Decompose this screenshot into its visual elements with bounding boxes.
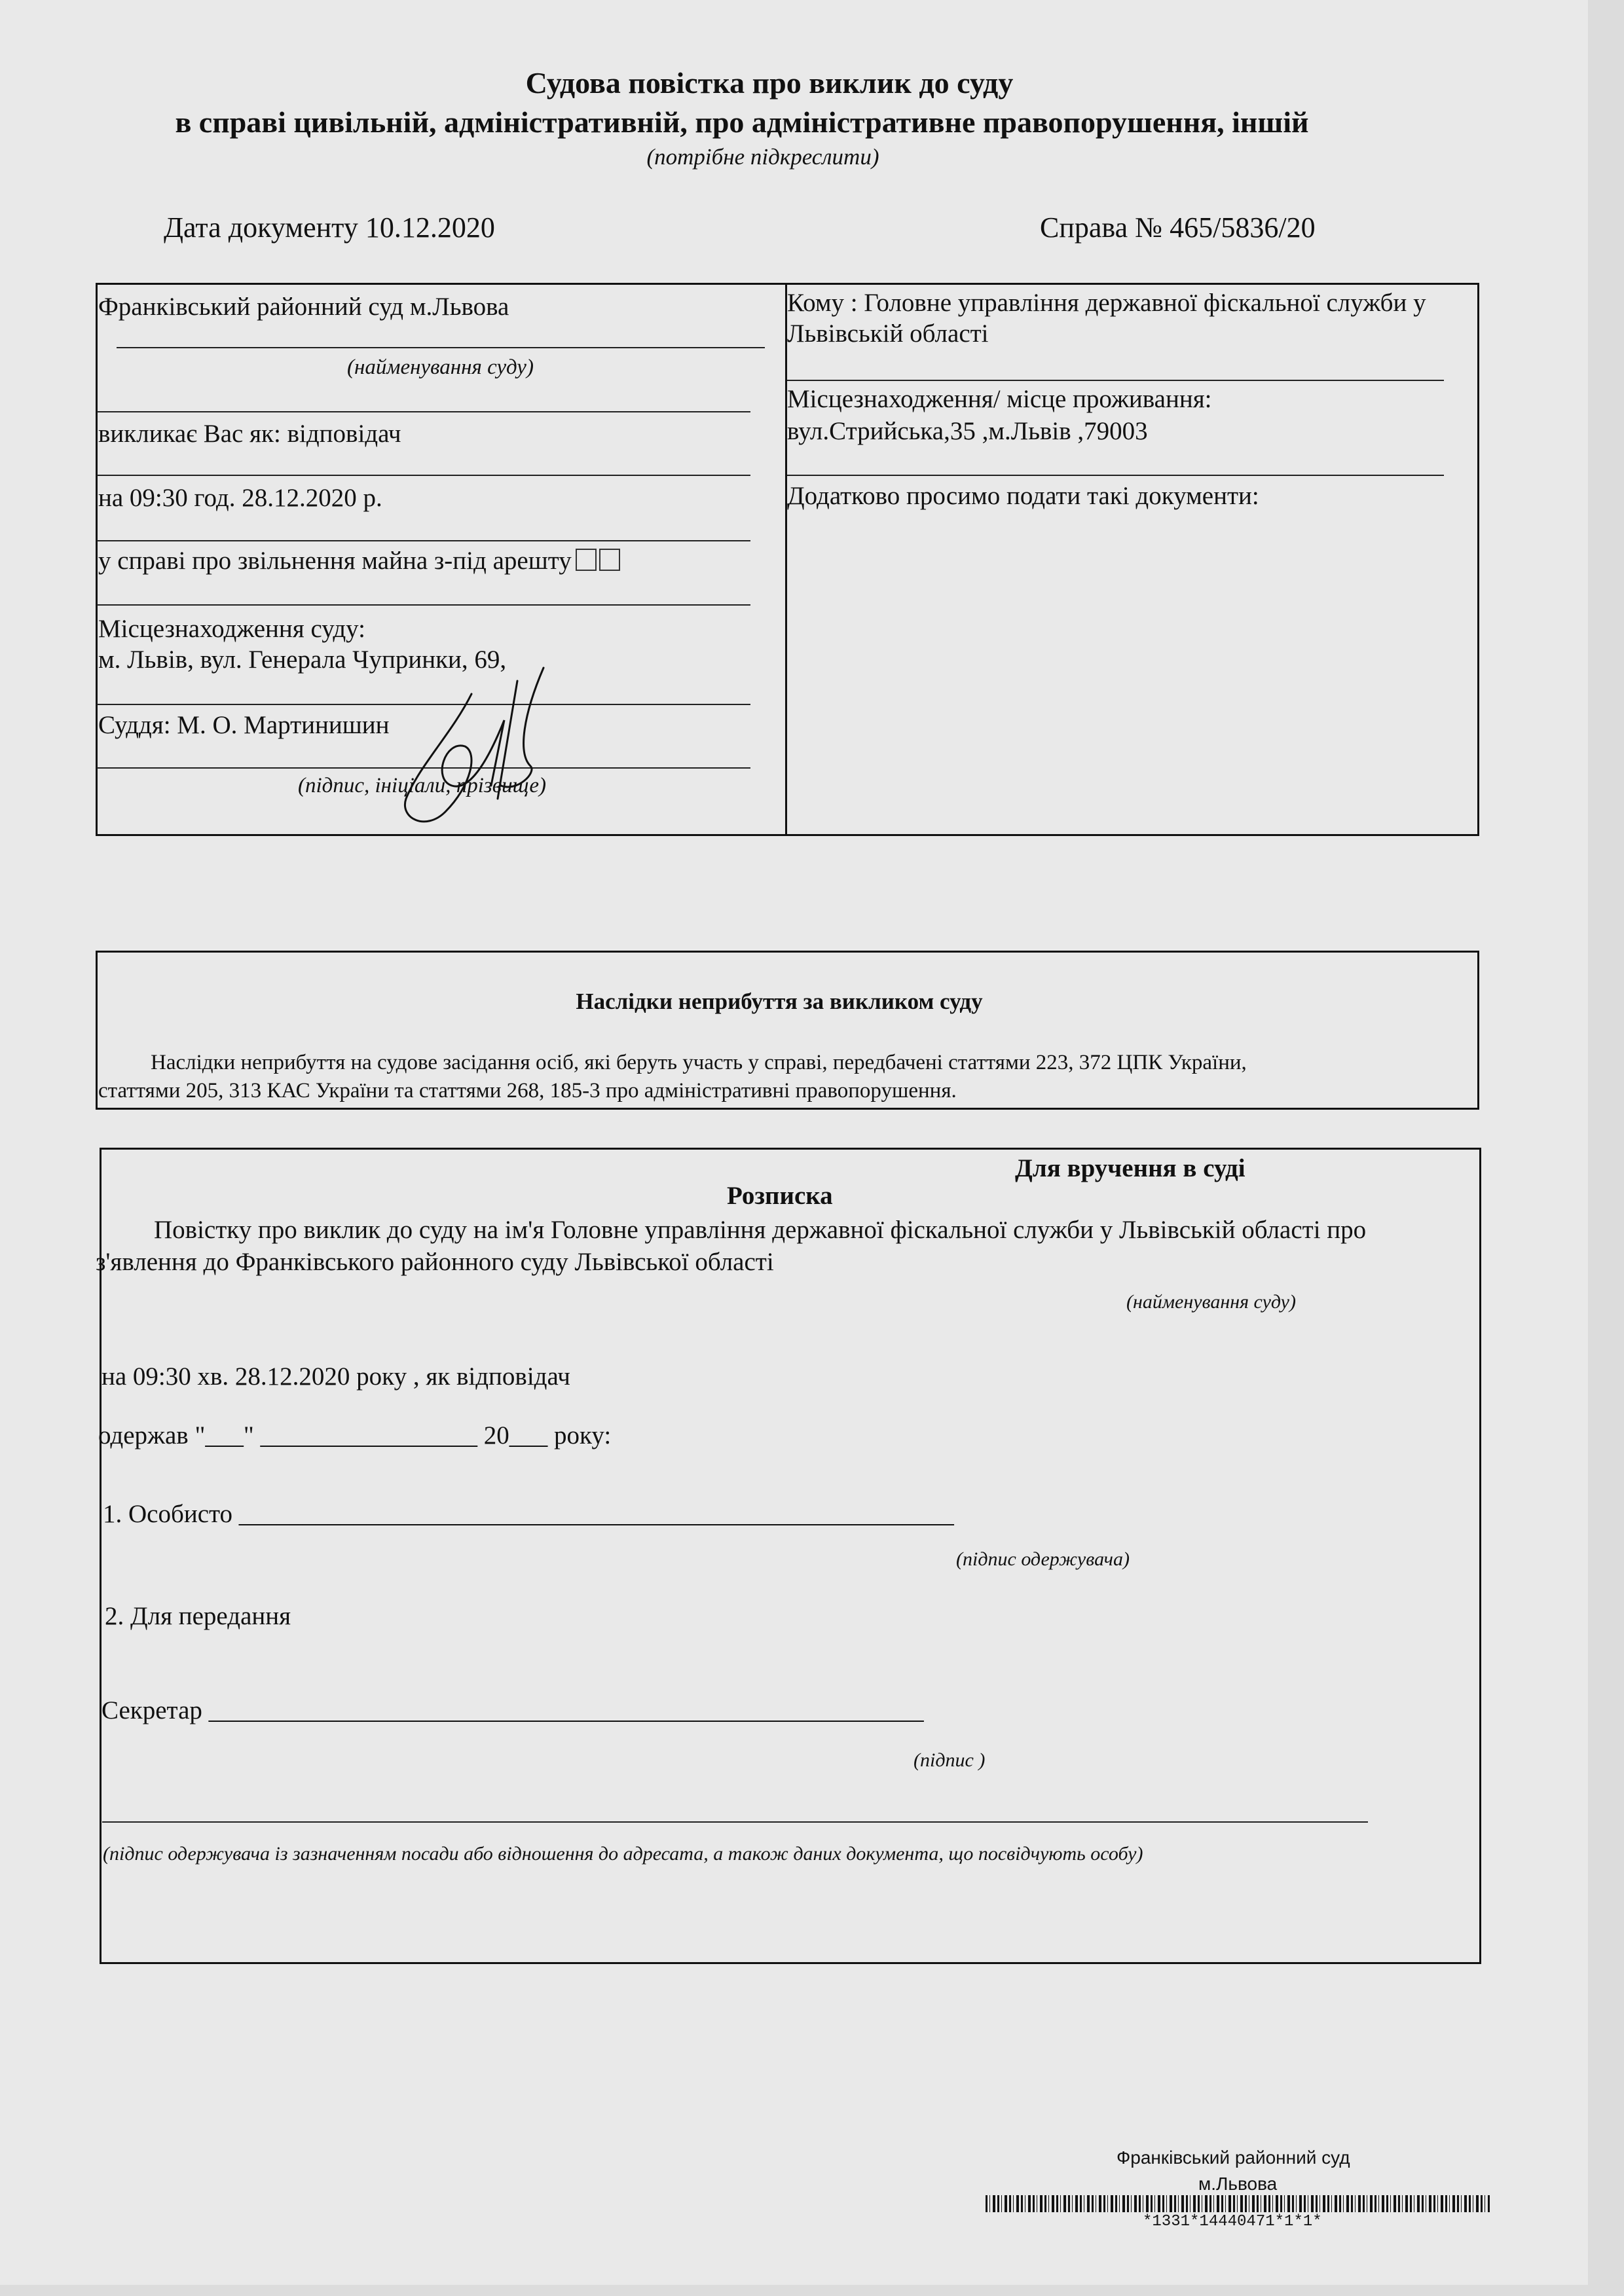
judge-signature bbox=[393, 655, 563, 838]
receipt-text-line-1: Повістку про виклик до суду на ім'я Головне управління державної фіскальної служби у Львівській області про bbox=[154, 1216, 1367, 1244]
residence-value: вул.Стрийська,35 ,м.Львів ,79003 bbox=[787, 417, 1148, 445]
divider-line bbox=[787, 380, 1444, 381]
consequences-text-line-2: статтями 205, 313 КАС України та статтями 268, 185-3 про адміністративні правопорушення. bbox=[98, 1079, 957, 1102]
secretary-signature-line: Секретар ________________________________________________________ bbox=[101, 1696, 924, 1724]
receipt-court-caption: (найменування суду) bbox=[1126, 1291, 1296, 1313]
hearing-time: на 09:30 год. 28.12.2020 р. bbox=[98, 484, 382, 512]
barcode bbox=[986, 2195, 1490, 2212]
recipient-details-underline bbox=[102, 1821, 1368, 1823]
court-name-caption: (найменування суду) bbox=[347, 355, 534, 379]
receipt-title: Розписка bbox=[727, 1182, 833, 1210]
for-transfer-label: 2. Для передання bbox=[105, 1602, 291, 1630]
barcode-text: *1331*14440471*1*1* bbox=[1143, 2213, 1322, 2231]
placeholder-glyphs bbox=[576, 549, 597, 571]
title-line-2: в справі цивільній, адміністративній, про адміністративне правопорушення, іншій bbox=[175, 105, 1309, 139]
case-matter bbox=[98, 546, 620, 575]
judge-name: Суддя: М. О. Мартинишин bbox=[98, 711, 390, 739]
consequences-text-line-1: Наслідки неприбуття на судове засідання осіб, які беруть участь у справі, передбачені статтями 223, 372 ЦПК України, bbox=[151, 1051, 1247, 1074]
court-location-value: м. Львів, вул. Генерала Чупринки, 69, bbox=[98, 646, 507, 674]
sign-caption: (підпис, ініціали, прізвище) bbox=[298, 774, 547, 797]
secretary-sign-caption: (підпис ) bbox=[913, 1749, 986, 1771]
received-date-line: одержав "___" _________________ 20___ року: bbox=[98, 1421, 612, 1449]
divider-line bbox=[97, 411, 750, 412]
placeholder-glyphs bbox=[599, 549, 620, 571]
recipient-line-2: Львівській області bbox=[787, 319, 989, 348]
court-name: Франківський районний суд м.Львова bbox=[98, 293, 509, 321]
divider-line bbox=[787, 475, 1444, 476]
title-note: (потрібне підкреслити) bbox=[646, 144, 879, 170]
summons-role: викликає Вас як: відповідач bbox=[98, 420, 401, 448]
case-matter-text: у справі про звільнення майна з-під арешту bbox=[98, 547, 572, 575]
case-number: Справа № 465/5836/20 bbox=[1040, 211, 1316, 244]
documents-request: Додатково просимо подати такі документи: bbox=[787, 482, 1259, 510]
residence-label: Місцезнаходження/ місце проживання: bbox=[787, 385, 1212, 413]
receipt-time-line: на 09:30 хв. 28.12.2020 року , як відповідач bbox=[101, 1362, 570, 1391]
court-location-label: Місцезнаходження суду: bbox=[98, 615, 365, 643]
divider-line bbox=[97, 475, 750, 476]
recipient-sign-caption: (підпис одержувача) bbox=[956, 1548, 1130, 1570]
recipient-line-1: Кому : Головне управління державної фіскальної служби у bbox=[787, 289, 1426, 317]
recipient-details-caption: (підпис одержувача із зазначенням посади або відношення до адресата, а також даних документа, що посвідчують особу) bbox=[103, 1843, 1143, 1865]
receipt-text-line-2: з'явлення до Франківського районного суду Львівської області bbox=[96, 1248, 774, 1276]
footer-court-line-1: Франківський районний суд bbox=[1116, 2147, 1350, 2168]
consequences-title: Наслідки неприбуття за викликом суду bbox=[576, 989, 983, 1014]
title-line-1: Судова повістка про виклик до суду bbox=[525, 66, 1014, 100]
for-court-label: Для вручення в суді bbox=[1015, 1154, 1246, 1182]
personal-signature-line: 1. Особисто ________________________________________________________ bbox=[103, 1500, 954, 1528]
divider-line bbox=[97, 540, 750, 541]
document-date: Дата документу 10.12.2020 bbox=[164, 211, 495, 244]
court-name-underline bbox=[117, 347, 765, 348]
divider-line bbox=[97, 604, 750, 606]
footer-court-line-2: м.Львова bbox=[1198, 2174, 1278, 2194]
summons-column-divider bbox=[785, 283, 787, 836]
